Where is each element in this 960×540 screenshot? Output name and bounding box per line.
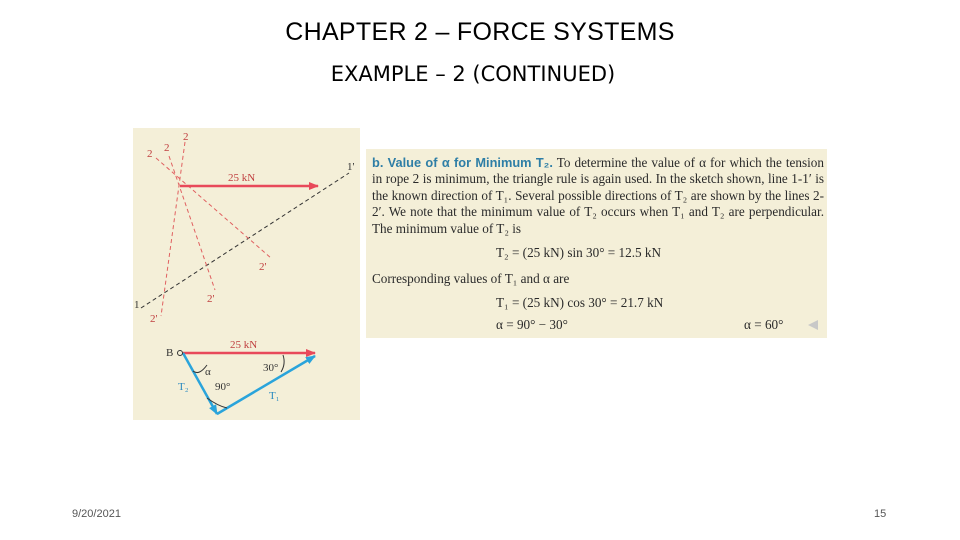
label-1prime: 1' bbox=[347, 161, 355, 173]
label-30: 30° bbox=[263, 362, 279, 374]
label-2prime-c: 2' bbox=[150, 313, 158, 325]
result-pointer-icon bbox=[807, 319, 819, 331]
slide-subtitle: EXAMPLE – 2 (CONTINUED) bbox=[330, 62, 616, 86]
line-2-2prime-c bbox=[161, 142, 185, 316]
label-b: B bbox=[166, 347, 174, 359]
page-number: 15 bbox=[874, 508, 887, 520]
equation-t2: T₂ = (25 kN) sin 30° = 12.5 kN bbox=[496, 245, 662, 260]
solution-body: To determine the value of α for which the tension in rope 2 is minimum, the triangle rule is again used. In the sketch shown, line 1-1′ is the known direction of T₁. Several possible directions of T₂ are shown by the lines 2-2′. We note that the minimum value of T₂ occurs when T₁ and T₂ are perpendicular. The minimum value of T₂ is bbox=[372, 155, 824, 236]
force-diagram bbox=[133, 128, 360, 420]
label-t2: T₂ bbox=[178, 381, 189, 393]
result-alpha: α = 60° bbox=[744, 317, 784, 332]
label-2prime-a: 2' bbox=[259, 261, 267, 273]
force-label-top: 25 kN bbox=[228, 172, 256, 184]
label-90: 90° bbox=[215, 381, 231, 393]
label-2-a: 2 bbox=[183, 131, 189, 143]
equation-t1: T₁ = (25 kN) cos 30° = 21.7 kN bbox=[496, 295, 664, 310]
equation-alpha: α = 90° − 30° bbox=[496, 317, 568, 332]
solution-text-panel bbox=[366, 149, 827, 338]
angle-30-arc bbox=[281, 355, 284, 372]
footer-date: 9/20/2021 bbox=[72, 508, 121, 520]
force-label-bottom: 25 kN bbox=[230, 339, 258, 351]
solution-heading: b. Value of α for Minimum T₂. bbox=[372, 155, 553, 170]
corresponding-text: Corresponding values of T₁ and α are bbox=[372, 271, 570, 286]
line-2-2prime-b bbox=[169, 156, 215, 290]
label-1: 1 bbox=[134, 299, 140, 311]
label-2-c: 2 bbox=[147, 148, 153, 160]
label-alpha: α bbox=[205, 366, 211, 378]
label-t1: T₁ bbox=[269, 390, 280, 402]
label-2-b: 2 bbox=[164, 142, 170, 154]
point-b bbox=[178, 351, 183, 356]
label-2prime-b: 2' bbox=[207, 293, 215, 305]
line-1-1prime bbox=[141, 173, 349, 308]
solution-paragraph bbox=[372, 155, 824, 237]
slide-title: CHAPTER 2 – FORCE SYSTEMS bbox=[285, 18, 675, 46]
